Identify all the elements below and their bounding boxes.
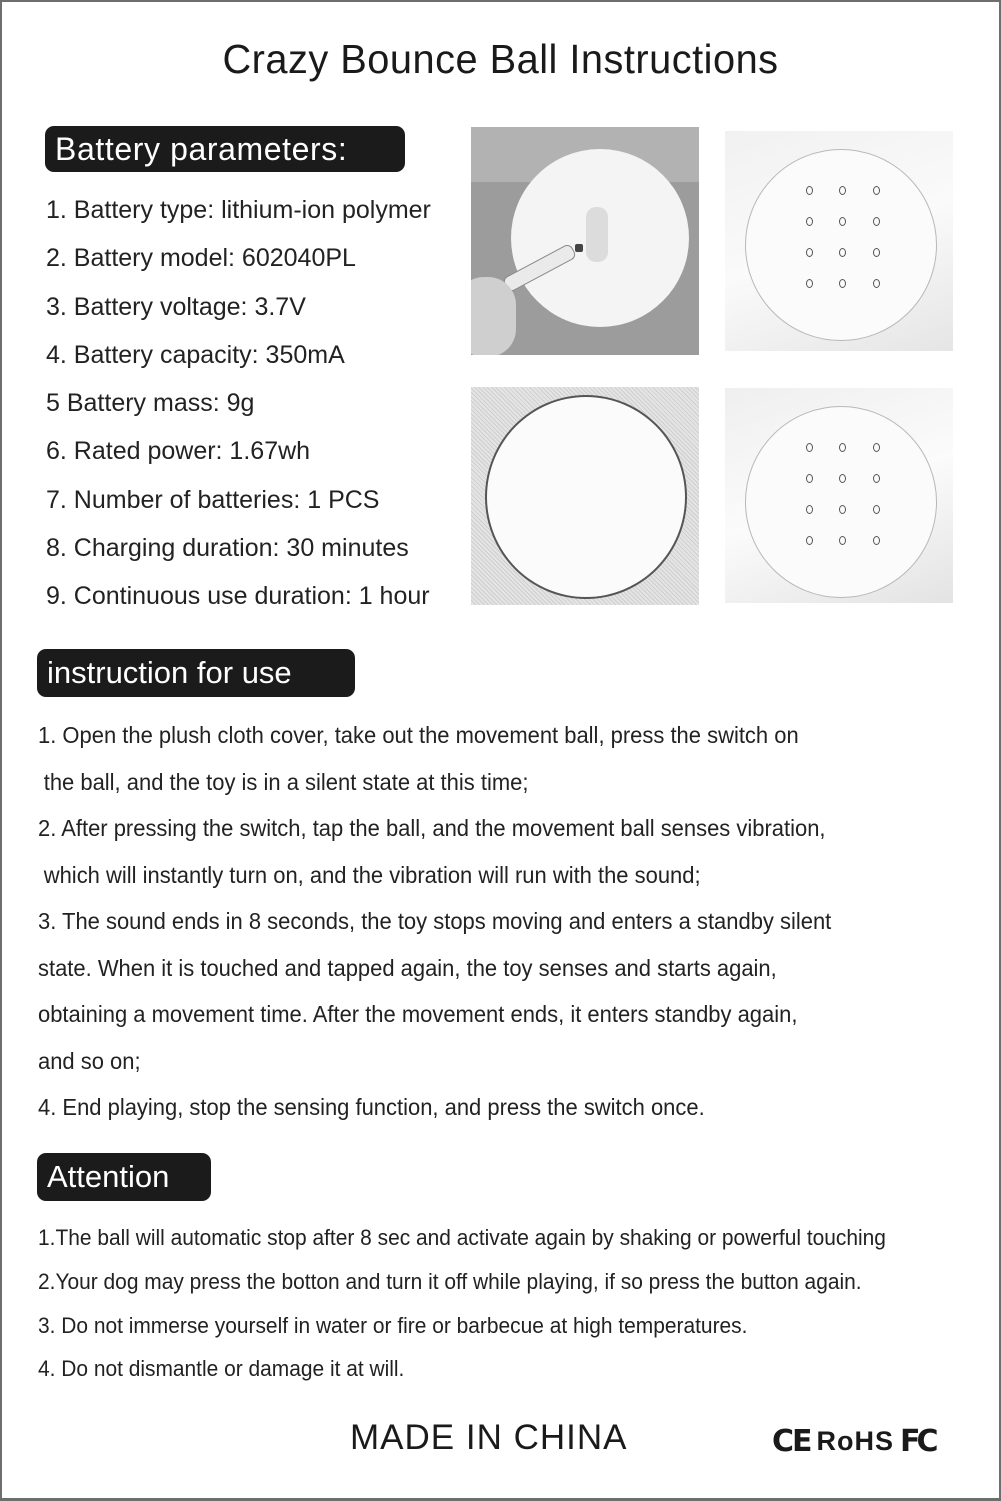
instruction-line: which will instantly turn on, and the vibration will run with the sound; [43, 861, 701, 888]
ball-side-photo [471, 387, 699, 605]
spec-item: 9. Continuous use duration: 1 hour [46, 582, 430, 611]
spec-item: 5 Battery mass: 9g [46, 389, 255, 418]
made-in-label: MADE IN CHINA [350, 1418, 628, 1457]
instruction-line: state. When it is touched and tapped again, the toy senses and starts again, [38, 954, 777, 981]
instruction-heading-label: instruction for use [47, 655, 292, 690]
attention-item: 3. Do not immerse yourself in water or fire or barbecue at high temperatures. [38, 1312, 748, 1338]
spec-item: 3. Battery voltage: 3.7V [46, 292, 306, 321]
spec-item: 2. Battery model: 602040PL [46, 244, 356, 273]
rohs-mark-icon: RoHS [816, 1426, 895, 1456]
spec-item: 8. Charging duration: 30 minutes [46, 534, 409, 563]
instruction-for-use-heading [37, 649, 355, 697]
instruction-line: obtaining a movement time. After the movement ends, it enters standby again, [38, 1001, 798, 1027]
battery-parameters-heading [45, 126, 405, 172]
ball-top-holes-photo [725, 131, 953, 351]
attention-heading-label: Attention [47, 1159, 170, 1194]
attention-heading [37, 1153, 211, 1201]
instruction-line: and so on; [38, 1047, 141, 1074]
ball-holes [793, 186, 893, 288]
spec-item: 6. Rated power: 1.67wh [46, 437, 311, 466]
battery-spec-list [46, 190, 431, 625]
page-title: Crazy Bounce Ball Instructions [222, 36, 779, 82]
ce-mark-icon: CE [772, 1424, 811, 1459]
attention-item: 4. Do not dismantle or damage it at will. [38, 1356, 405, 1382]
instruction-line: 4. End playing, stop the sensing function, and press the switch once. [38, 1094, 705, 1120]
fcc-mark-icon: FC [900, 1424, 935, 1459]
hand [471, 277, 516, 355]
spec-item: 4. Battery capacity: 350mA [46, 340, 345, 369]
ball-shape [485, 395, 687, 599]
switch-slot [586, 207, 608, 262]
instruction-line: 3. The sound ends in 8 seconds, the toy stops moving and enters a standby silent [38, 908, 832, 934]
certification-marks [772, 1424, 935, 1459]
attention-list [38, 1216, 978, 1391]
spec-item: 7. Number of batteries: 1 PCS [46, 485, 380, 514]
spec-item: 1. Battery type: lithium-ion polymer [46, 196, 431, 224]
ball-holes [793, 443, 893, 545]
ball-top-holes-photo-2 [725, 388, 953, 603]
ball-charging-port-photo [471, 127, 699, 355]
battery-parameters-heading-label: Battery parameters: [55, 130, 348, 167]
instruction-line: 1. Open the plush cloth cover, take out the movement ball, press the switch on [38, 722, 799, 748]
instruction-line: the ball, and the toy is in a silent state at this time; [43, 768, 529, 795]
charging-port-icon [575, 244, 583, 252]
instruction-line: 2. After pressing the switch, tap the ball, and the movement ball senses vibration, [38, 815, 826, 841]
instruction-list [38, 712, 978, 1131]
attention-item: 2.Your dog may press the botton and turn it off while playing, if so press the button again. [38, 1268, 862, 1294]
attention-item: 1.The ball will automatic stop after 8 sec and activate again by shaking or powerful touching [38, 1225, 886, 1250]
